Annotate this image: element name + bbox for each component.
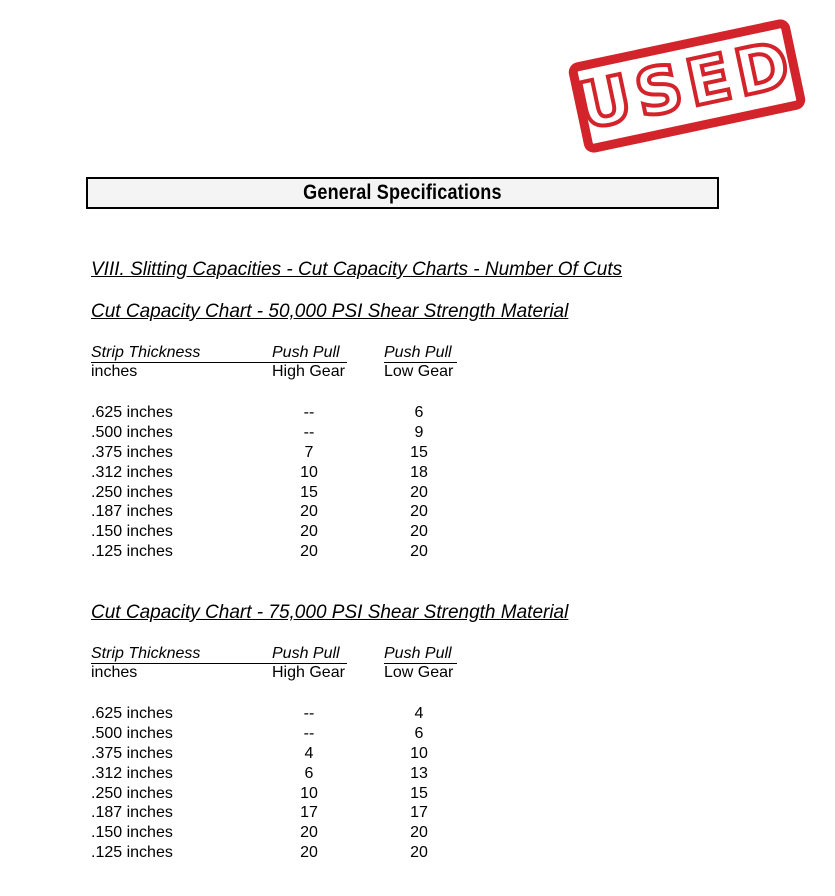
- cell-thickness: .250 inches: [91, 784, 173, 802]
- cell-high-gear: 17: [300, 804, 318, 822]
- cell-thickness: .375 inches: [91, 744, 173, 762]
- cell-low-gear: 20: [410, 483, 428, 501]
- table-2-rows: [91, 705, 471, 864]
- table-row: [91, 424, 471, 444]
- general-specifications-header: [86, 177, 719, 209]
- col-strip-thickness-header: Strip Thickness: [91, 344, 201, 361]
- cell-high-gear: 20: [300, 824, 318, 842]
- cell-thickness: .125 inches: [91, 543, 173, 561]
- cell-low-gear: 20: [410, 844, 428, 862]
- cell-thickness: .500 inches: [91, 724, 173, 742]
- col-low-gear-sub: Low Gear: [384, 363, 454, 380]
- section-title: VIII. Slitting Capacities - Cut Capacity Charts - Number Of Cuts: [91, 259, 623, 280]
- table-row: [91, 404, 471, 424]
- table-subheader-row: [91, 664, 471, 683]
- table-2-title: Cut Capacity Chart - 75,000 PSI Shear Strength Material: [91, 602, 569, 623]
- cell-thickness: .500 inches: [91, 423, 173, 441]
- cell-low-gear: 15: [410, 784, 428, 802]
- table-header-row: [91, 645, 471, 664]
- cell-thickness: .625 inches: [91, 705, 173, 722]
- cell-low-gear: 6: [414, 404, 424, 421]
- table-1-rows: [91, 404, 471, 563]
- cell-high-gear: 20: [300, 844, 318, 862]
- table-row: [91, 725, 471, 745]
- col-high-gear-sub: High Gear: [272, 363, 345, 380]
- col-strip-thickness-unit: inches: [91, 664, 138, 681]
- used-stamp: [567, 18, 807, 155]
- col-low-gear-header: Push Pull: [384, 645, 452, 662]
- cell-low-gear: 10: [410, 744, 428, 762]
- cell-thickness: .625 inches: [91, 404, 173, 421]
- cell-thickness: .312 inches: [91, 764, 173, 782]
- cell-thickness: .187 inches: [91, 804, 173, 822]
- cell-low-gear: 6: [414, 724, 424, 742]
- table-header-row: [91, 344, 471, 363]
- cut-capacity-table-1: [91, 344, 471, 561]
- cell-low-gear: 20: [410, 503, 428, 521]
- cell-thickness: .375 inches: [91, 443, 173, 461]
- cell-low-gear: 15: [410, 443, 428, 461]
- cell-high-gear: 7: [304, 443, 314, 461]
- cell-thickness: .150 inches: [91, 824, 173, 842]
- cell-high-gear: 10: [300, 463, 318, 481]
- cell-low-gear: 13: [410, 764, 428, 782]
- page-title: General Specifications: [303, 181, 502, 204]
- table-row: [91, 543, 471, 563]
- table-row: [91, 503, 471, 523]
- cell-low-gear: 20: [410, 543, 428, 561]
- cell-low-gear: 20: [410, 523, 428, 541]
- cell-high-gear: --: [303, 404, 315, 421]
- cell-high-gear: 4: [304, 744, 314, 762]
- cell-low-gear: 18: [410, 463, 428, 481]
- table-row: [91, 705, 471, 725]
- cell-high-gear: 20: [300, 543, 318, 561]
- cell-thickness: .312 inches: [91, 463, 173, 481]
- cell-low-gear: 17: [410, 804, 428, 822]
- cell-low-gear: 20: [410, 824, 428, 842]
- table-row: [91, 785, 471, 805]
- cell-low-gear: 9: [414, 423, 424, 441]
- cell-high-gear: 15: [300, 483, 318, 501]
- table-row: [91, 765, 471, 785]
- cell-high-gear: 10: [300, 784, 318, 802]
- cell-high-gear: 20: [300, 503, 318, 521]
- col-strip-thickness-header: Strip Thickness: [91, 645, 201, 662]
- cell-high-gear: 20: [300, 523, 318, 541]
- cell-thickness: .187 inches: [91, 503, 173, 521]
- cell-thickness: .250 inches: [91, 483, 173, 501]
- table-row: [91, 444, 471, 464]
- table-row: [91, 804, 471, 824]
- col-low-gear-sub: Low Gear: [384, 664, 454, 681]
- table-row: [91, 464, 471, 484]
- col-low-gear-header: Push Pull: [384, 344, 452, 361]
- table-row: [91, 523, 471, 543]
- cell-thickness: .150 inches: [91, 523, 173, 541]
- table-row: [91, 844, 471, 864]
- col-strip-thickness-unit: inches: [91, 363, 138, 380]
- table-row: [91, 745, 471, 765]
- col-high-gear-header: Push Pull: [272, 344, 340, 361]
- cell-thickness: .125 inches: [91, 844, 173, 862]
- col-high-gear-sub: High Gear: [272, 664, 345, 681]
- cut-capacity-table-2: [91, 645, 471, 862]
- cell-high-gear: 6: [304, 764, 314, 782]
- cell-high-gear: --: [303, 724, 315, 742]
- cell-high-gear: --: [303, 705, 315, 722]
- table-1-title: Cut Capacity Chart - 50,000 PSI Shear Strength Material: [91, 301, 569, 322]
- col-high-gear-header: Push Pull: [272, 645, 340, 662]
- cell-high-gear: --: [303, 423, 315, 441]
- table-row: [91, 824, 471, 844]
- table-row: [91, 484, 471, 504]
- table-subheader-row: [91, 363, 471, 382]
- cell-low-gear: 4: [414, 705, 424, 722]
- used-stamp-text: USED: [572, 27, 802, 145]
